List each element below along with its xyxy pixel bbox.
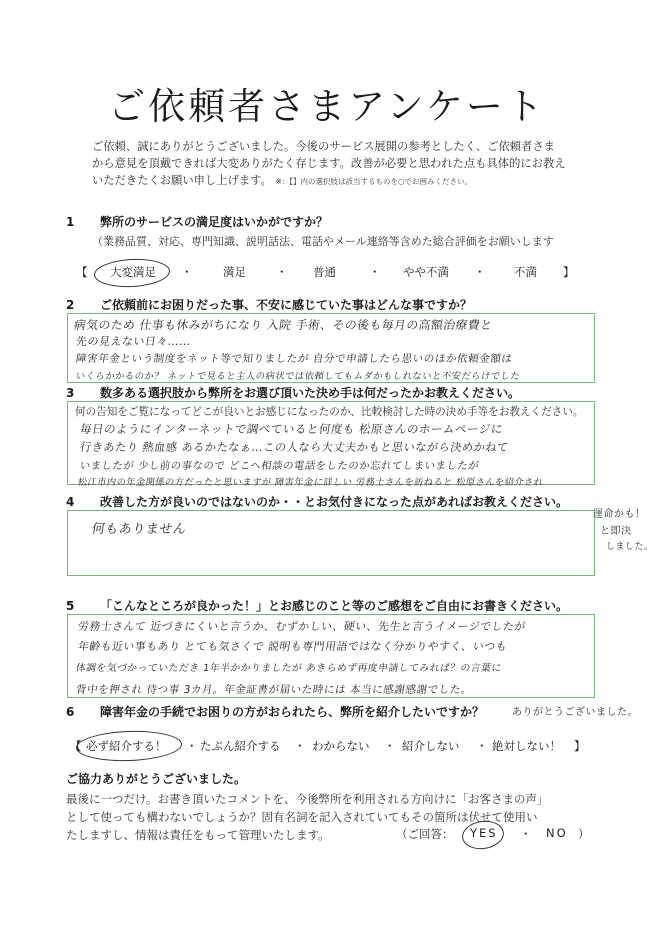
q6-option-dont-know[interactable]: わからない <box>312 739 370 753</box>
q4-margin-note-2: と即決 <box>600 526 632 537</box>
intro-text <box>92 138 592 190</box>
q1-option-very-satisfied[interactable]: 大変満足 <box>110 265 156 279</box>
thanks-title: ご協力ありがとうございました。 <box>66 772 247 786</box>
intro-note: ※：【】内の選択肢は該当するものを○でお囲みください。 <box>275 177 473 186</box>
q6-sep-4: ・ <box>476 739 488 753</box>
q4-margin-note-3: しました。 <box>606 542 654 552</box>
q3-number: 3 <box>66 386 75 400</box>
thanks-body <box>66 790 586 844</box>
q1-option-somewhat-dissatisfied[interactable]: やや不満 <box>403 265 449 279</box>
intro-line-2: から意見を頂戴できれば大変ありがたく存じます。改善が必要と思われた点も具体的にお教え <box>92 157 566 170</box>
q2-number: 2 <box>66 298 75 312</box>
q2-question: ご依頼前にお困りだった事、不安に感じていた事はどんな事ですか？ <box>100 298 473 312</box>
q5-number: 5 <box>66 599 75 613</box>
q5-answer-line-4: 背中を押され 待つ事 3カ月。年金証書が届いた時には 本当に感謝感謝でした。 <box>75 684 473 696</box>
q5-question: 「こんなところが良かった！」とお感じのこと等のご感想をご自由にお書きください。 <box>100 599 569 613</box>
q6-selected-circle <box>76 729 183 763</box>
q5-answer-line-3: 体調を気づかっていただき 1年半かかりましたが あきらめず再度申請してみれば？の言葉に <box>75 663 503 674</box>
thanks-line-2: として使っても構わないでしょうか？固有名詞を記入されていてもその箇所は伏せて使用い <box>66 810 538 824</box>
q1-sep-2: ・ <box>276 265 288 279</box>
q1-number: 1 <box>66 215 75 229</box>
q1-question: 弊所のサービスの満足度はいかがですか？ <box>100 215 329 229</box>
q6-option-probably[interactable]: たぶん紹介する <box>200 739 281 753</box>
q3-answer-line-3: いましたが 少し前の事なので どこへ相談の電話をしたのか忘れてしまいましたが <box>78 460 480 472</box>
q3-answer-line-4: 松江市内の年金関係の方だったと思いますが 障害年金に詳しい 労務士さんを訪ねると 松原さんを紹介され <box>77 477 545 488</box>
q4-heading <box>66 493 568 510</box>
intro-line-3: いただきたくお願い申し上げます。 <box>92 174 272 187</box>
thanks-no[interactable]: NO <box>546 826 568 840</box>
q1-sub: （業務品質、対応、専門知識、説明話法、電話やメール連絡等含めた総合評価をお願いします <box>92 235 554 248</box>
q2-answer-line-1: 病気のため 仕事も休みがちになり 入院 手術、その後も毎月の高額治療費と <box>72 318 494 332</box>
q4-question: 改善した方が良いのではないのか・・とお気付きになった点があればお教えください。 <box>100 495 569 509</box>
q1-sep-4: ・ <box>474 265 486 279</box>
q6-number: 6 <box>66 705 75 719</box>
q1-option-dissatisfied[interactable]: 不満 <box>514 265 537 279</box>
thanks-line-1: 最後に一つだけ。お書き頂いたコメントを、今後弊所を利用される方向けに「お客さまの声」 <box>66 792 549 806</box>
thanks-close: ） <box>578 827 590 841</box>
q6-sep-3: ・ <box>384 739 396 753</box>
thanks-yes[interactable]: YES <box>470 826 498 840</box>
q3-question: 数多ある選択肢から弊所をお選び頂いた決め手は何だったかお教えください。 <box>100 386 521 400</box>
q2-heading <box>66 296 472 313</box>
q6-option-definitely[interactable]: 必ず紹介する！ <box>86 739 167 753</box>
q1-option-normal[interactable]: 普通 <box>313 265 336 279</box>
q1-bracket-close: 】 <box>563 265 575 279</box>
intro-line-1: ご依頼、誠にありがとうございました。今後のサービス展開の参考としたく、ご依頼者さま <box>92 140 555 153</box>
q3-heading <box>66 384 520 401</box>
q6-heading <box>66 703 484 720</box>
thanks-line-3: たしますし、情報は責任をもって管理いたします。 <box>66 828 330 842</box>
q2-answer-line-2: 先の見えない日々…… <box>75 335 192 348</box>
q6-bracket-close: 】 <box>574 739 586 753</box>
q1-sep-1: ・ <box>181 265 193 279</box>
q1-sep-3: ・ <box>369 265 381 279</box>
q4-margin-note-1: 運命かも！ <box>593 509 646 520</box>
q6-sep-1: ・ <box>186 739 198 753</box>
q2-answer-line-3: 障害年金という制度をネット等で知りましたが 自分で申請したら思いのほか依頼金額は <box>75 353 514 365</box>
q3-answer-line-2: 行きあたり 熱血感 あるかたなぁ…この人なら大丈夫かもと思いながら決めかねて <box>79 441 510 454</box>
intro-line-3-row <box>92 172 592 190</box>
q5-answer-line-1: 労務士さんて 近づきにくいと言うか、むずかしい、硬い、先生と言うイメージでしたが <box>77 620 527 633</box>
q4-number: 4 <box>66 495 75 509</box>
q5-heading <box>66 597 568 614</box>
q1-selected-circle <box>93 257 170 289</box>
q4-answer: 何もありません <box>90 522 188 537</box>
q5-answer-line-2: 年齢も近い事もあり とても気さくで 説明も専門用語ではなく分かりやすく、いつも <box>77 640 509 653</box>
q2-answer-line-4: いくらかかるのか？ ネットで見ると主人の病状では依頼してもムダかもしれないと不安だらけでした <box>75 371 521 382</box>
q1-bracket-open: 【 <box>76 265 88 279</box>
q6-sep-2: ・ <box>294 739 306 753</box>
thanks-answer-label: （ご回答： <box>396 827 454 841</box>
q6-bracket-open: 【 <box>70 739 82 753</box>
thanks-dot: ・ <box>520 827 532 841</box>
q6-option-not-introduce[interactable]: 紹介しない <box>402 739 460 753</box>
q3-answer-line-1: 毎日のようにインターネットで調べていると何度も 松原さんのホームページに <box>79 422 504 436</box>
q1-option-satisfied[interactable]: 満足 <box>223 265 246 279</box>
q3-sub: 何の告知をご覧になってどこが良いとお感じになったのか、比較検討した時の決め手等をお教えください。 <box>75 406 584 418</box>
page-title: ご依頼者さまアンケート <box>108 85 546 128</box>
q6-option-never[interactable]: 絶対しない！ <box>492 739 561 753</box>
q5-margin-note: ありがとうございました。 <box>512 707 638 718</box>
q1-heading <box>66 213 328 230</box>
q6-question: 障害年金の手続でお困りの方がおられたら、弊所を紹介したいですか？ <box>100 705 485 719</box>
